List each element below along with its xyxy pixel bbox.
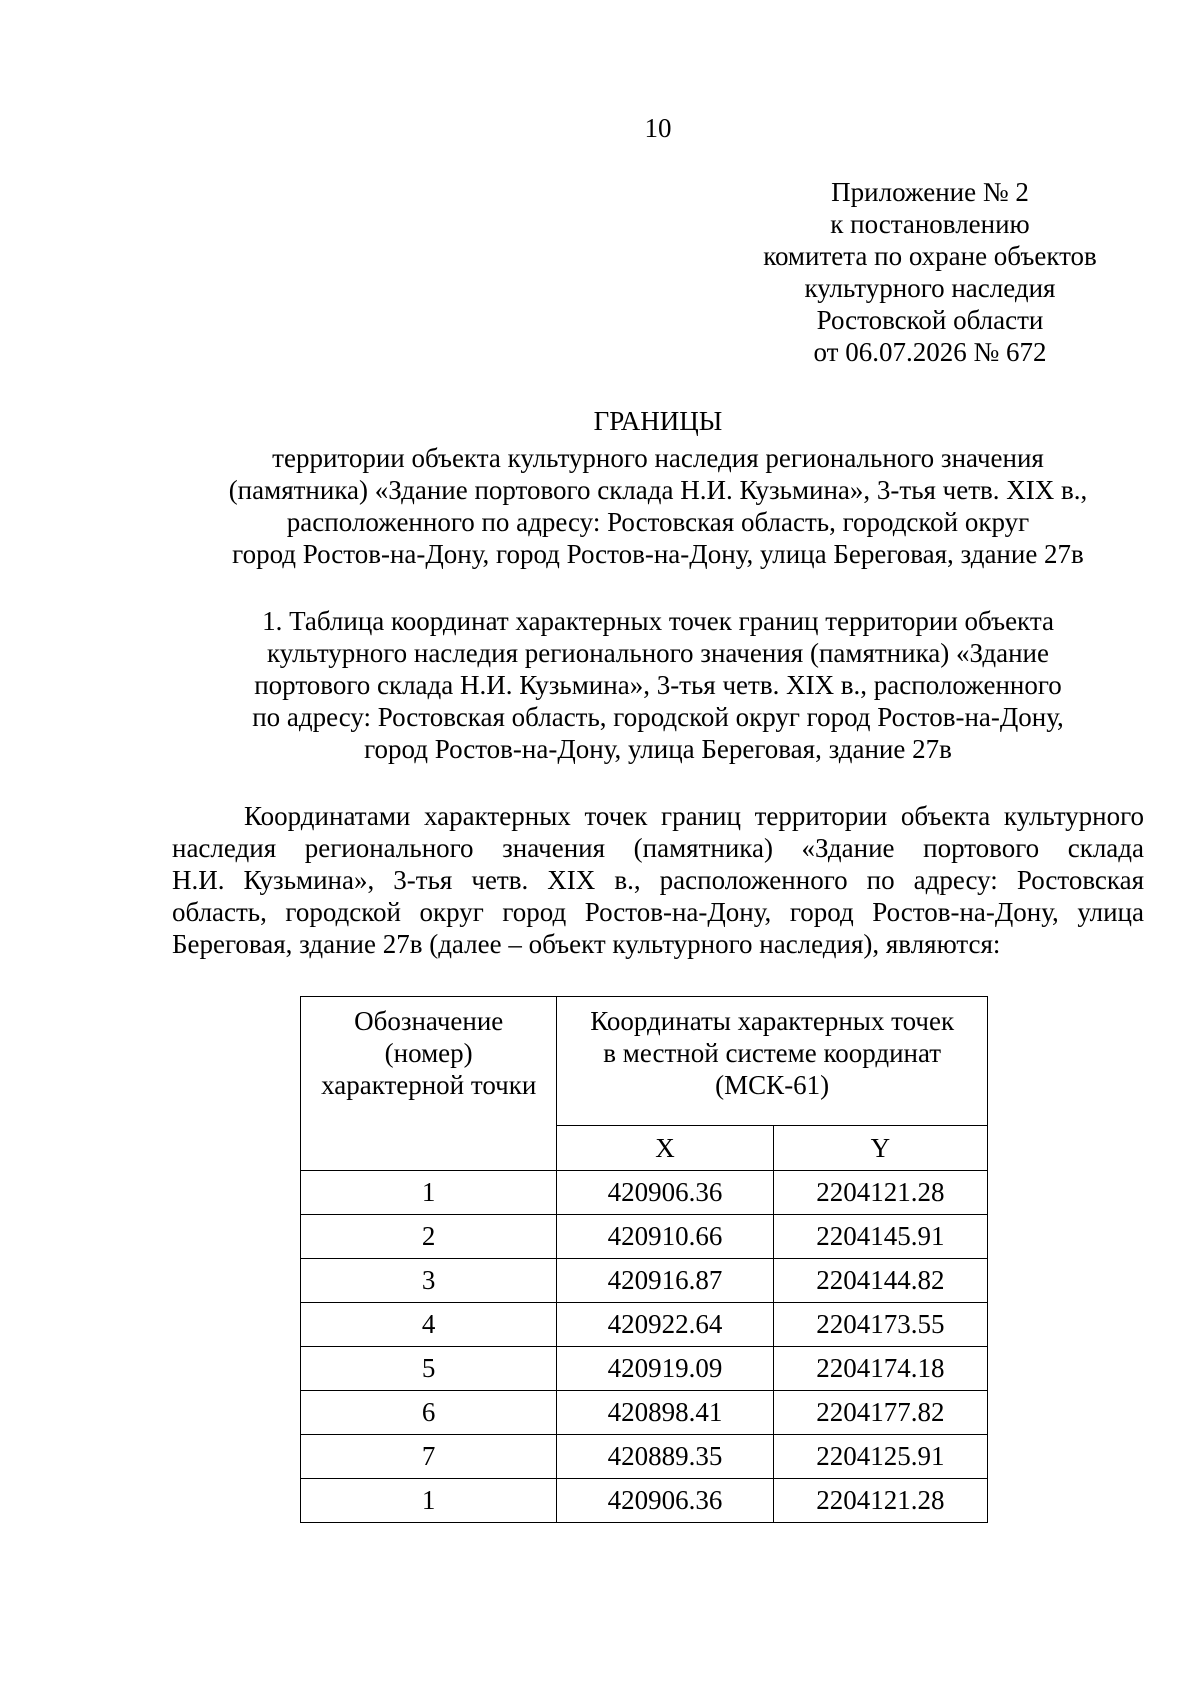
table-row (301, 1479, 988, 1523)
annex-line: комитета по охране объектов (763, 241, 1097, 271)
coordinates-table (300, 996, 988, 1523)
body-paragraph (172, 800, 1144, 960)
header-coordinates (557, 997, 988, 1126)
annex-block (730, 176, 1130, 368)
section-heading-line: город Ростов-на-Дону, улица Береговая, здание 27в (364, 734, 952, 764)
annex-line: к постановлению (830, 209, 1030, 239)
header-point-line: характерной точки (321, 1070, 537, 1100)
header-coordinates-line: Координаты характерных точек (590, 1006, 955, 1036)
table-row (301, 1259, 988, 1303)
document-subtitle (100, 442, 1200, 570)
table-row (301, 1171, 988, 1215)
x-coordinate-cell: 420898.41 (557, 1391, 773, 1435)
annex-line: Приложение № 2 (831, 177, 1029, 207)
subtitle-line: территории объекта культурного наследия регионального значения (272, 443, 1044, 473)
table-row (301, 1435, 988, 1479)
header-point-designation (301, 997, 557, 1171)
section-heading-line: портового склада Н.И. Кузьмина», 3-тья четв. XIX в., расположенного (254, 670, 1062, 700)
header-x: X (557, 1126, 773, 1171)
y-coordinate-cell: 2204121.28 (773, 1171, 987, 1215)
subtitle-line: город Ростов-на-Дону, город Ростов-на-Дону, улица Береговая, здание 27в (232, 539, 1084, 569)
point-number-cell: 1 (301, 1479, 557, 1523)
table-row (301, 1391, 988, 1435)
point-number-cell: 4 (301, 1303, 557, 1347)
section-heading-line: по адресу: Ростовская область, городской округ город Ростов-на-Дону, (252, 702, 1064, 732)
header-coordinates-line: в местной системе координат (603, 1038, 942, 1068)
section-heading-line: культурного наследия регионального значения (памятника) «Здание (267, 638, 1049, 668)
paragraph-line: Координатами характерных точек границ территории объекта культурного (244, 801, 1144, 831)
x-coordinate-cell: 420922.64 (557, 1303, 773, 1347)
document-title: ГРАНИЦЫ (593, 406, 723, 436)
x-coordinate-cell: 420919.09 (557, 1347, 773, 1391)
x-coordinate-cell: 420910.66 (557, 1215, 773, 1259)
y-coordinate-cell: 2204144.82 (773, 1259, 987, 1303)
y-coordinate-cell: 2204174.18 (773, 1347, 987, 1391)
y-coordinate-cell: 2204145.91 (773, 1215, 987, 1259)
point-number-cell: 6 (301, 1391, 557, 1435)
y-coordinate-cell: 2204177.82 (773, 1391, 987, 1435)
paragraph-line: Береговая, здание 27в (далее – объект культурного наследия), являются: (172, 929, 1001, 959)
x-coordinate-cell: 420906.36 (557, 1171, 773, 1215)
annex-line: от 06.07.2026 № 672 (813, 337, 1047, 367)
header-y: Y (773, 1126, 987, 1171)
annex-line: культурного наследия (804, 273, 1056, 303)
subtitle-line: (памятника) «Здание портового склада Н.И. Кузьмина», 3-тья четв. XIX в., (228, 475, 1088, 505)
point-number-cell: 7 (301, 1435, 557, 1479)
section-heading (100, 605, 1200, 765)
point-number-cell: 3 (301, 1259, 557, 1303)
header-coordinates-line: (МСК-61) (715, 1070, 830, 1100)
y-coordinate-cell: 2204173.55 (773, 1303, 987, 1347)
y-coordinate-cell: 2204121.28 (773, 1479, 987, 1523)
paragraph-line: область, городской округ город Ростов-на-Дону, город Ростов-на-Дону, улица (172, 897, 1144, 927)
annex-line: Ростовской области (816, 305, 1044, 335)
point-number-cell: 5 (301, 1347, 557, 1391)
paragraph-line: Н.И. Кузьмина», 3-тья четв. XIX в., расположенного по адресу: Ростовская (172, 865, 1144, 895)
table-row (301, 1215, 988, 1259)
header-point-line: Обозначение (354, 1006, 504, 1036)
point-number-cell: 1 (301, 1171, 557, 1215)
header-point-line: (номер) (384, 1038, 473, 1068)
point-number-cell: 2 (301, 1215, 557, 1259)
x-coordinate-cell: 420916.87 (557, 1259, 773, 1303)
page-number: 10 (644, 113, 672, 143)
paragraph-line: наследия регионального значения (памятника) «Здание портового склада (172, 833, 1144, 863)
x-coordinate-cell: 420906.36 (557, 1479, 773, 1523)
subtitle-line: расположенного по адресу: Ростовская область, городской округ (286, 507, 1030, 537)
table-row (301, 1303, 988, 1347)
x-coordinate-cell: 420889.35 (557, 1435, 773, 1479)
y-coordinate-cell: 2204125.91 (773, 1435, 987, 1479)
section-heading-line: 1. Таблица координат характерных точек границ территории объекта (262, 606, 1054, 636)
table-row (301, 1347, 988, 1391)
